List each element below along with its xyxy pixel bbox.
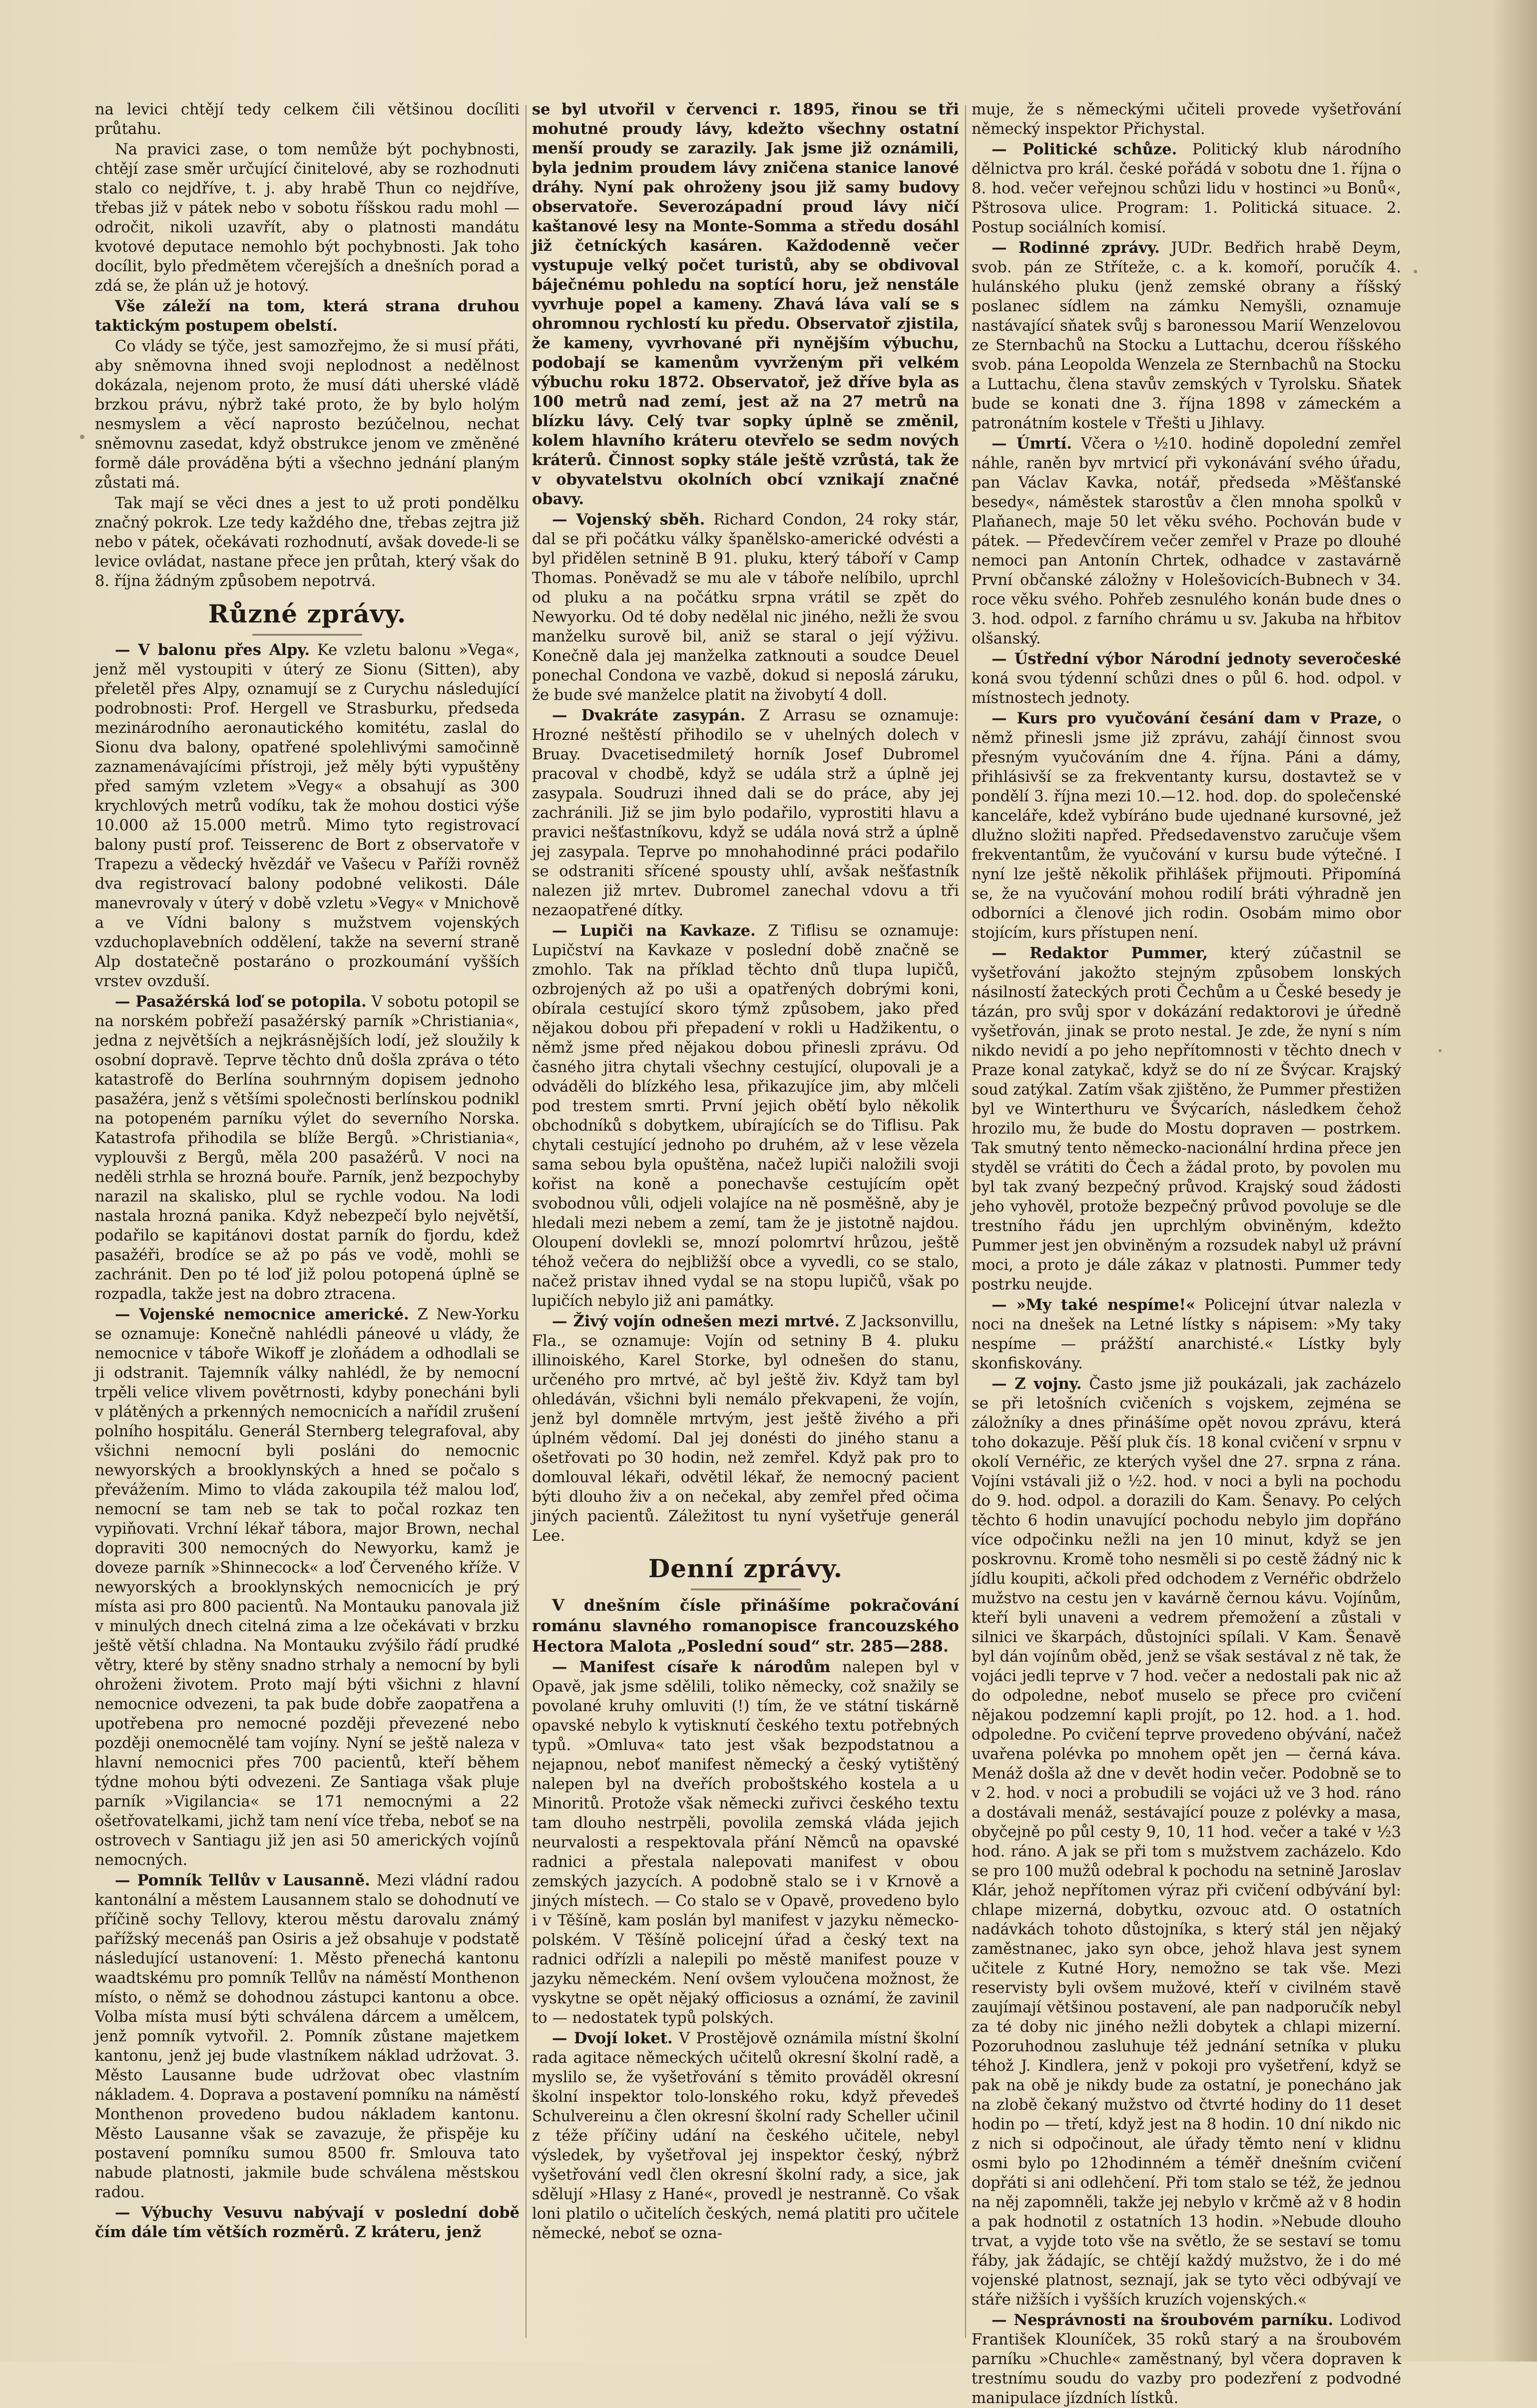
news-headline: Kurs pro vyučování česání dam v Praze, — [1017, 709, 1383, 727]
news-item: — Ústřední výbor Národní jednoty severočeské koná svou týdenní schůzi dnes o půl 6. hod. odpol. v místnostech jednoty. — [972, 650, 1401, 707]
paper-speck — [80, 435, 84, 439]
news-body: JUDr. Bedřich hrabě Deym, svob. pán ze Stříteže, c. a k. komoří, poručík 4. hulánského pluku (jenž zemské obrany a říšský poslanec sídlem na zámku Nemyšli, oznamuje nastávající sňatek svůj s baronessou Marií Wenzelovou ze Sternbachů na Stocku a Luttachu, dcerou říšského svob. pána Leopolda Wenzela ze Sternbachů na Stocku a Luttachu, člena stavův zemských v Tyrolsku. Sňatek bude se konati dne 3. října 1898 v zámeckém a patronátním kostele v Třešti u Jihlavy. — [972, 239, 1401, 432]
paragraph: Vše záleží na tom, která strana druhou taktickým postupem obelstí. — [95, 297, 519, 335]
column-rule — [965, 105, 966, 2338]
news-body: Včera o ½10. hodině dopolední zemřel náhle, raněn byv mrtvicí při vykonávání svého úřadu, pan Václav Kavka, notář, předseda »Měšťanské besedy«, náměstek starostův a člen mnoha spolků v Plaňanech, maje 50 let věku svého. Pochován bude v pátek. — Předevčírem večer zemřel v Praze po dlouhé nemoci pan Antonín Chrtek, odhadce v zastavárně První občanské záložny v Holešovicích-Bubnech v 34. roce věku svého. Pohřeb zesnulého konán bude dnes o 3. hod. odpol. z farního chrámu u sv. Jakuba na hřbitov olšanský. — [972, 435, 1401, 647]
paragraph: muje, že s německými učiteli provede vyšetřování německý inspektor Přichystal. — [972, 101, 1401, 138]
news-body: V Prostějově oznámila místní školní rada agitace německých učitelů okresní školní radě, a myslilo se, že vyšetřování s těmito prováděl okresní školní inspektor tolo-lonského roku, když převedeš Schulvereinu a člen okresní školní rady Scheller učinil z téže příčiny udání na českého učitele, nebyl výsledek, by vyšetřoval jej inspektor český, nýbrž vyšetřování vedl člen okresní školní rady, a sice, jak sdělují »Hlasy z Hané«, provedl je nestranně. Co však loni platilo o učitelích českých, nemá platiti pro učitele německé, neboť se ozna- — [532, 2030, 959, 2242]
news-item: — Dvojí loket. V Prostějově oznámila místní školní rada agitace německých učitelů okresní školní radě, a myslilo se, že vyšetřování s těmito prováděl okresní školní inspektor tolo-lonského roku, když převedeš Schulvereinu a člen okresní školní rady Scheller učinil z téže příčiny udání na českého učitele, nebyl výsledek, by vyšetřoval jej inspektor český, nýbrž vyšetřování vedl člen okresní školní rady, a sice, jak sdělují »Hlasy z Hané«, provedl je nestranně. Co však loni platilo o učitelích českých, nemá platiti pro učitele německé, neboť se ozna- — [532, 2029, 959, 2242]
paragraph: Tak mají se věci dnes a jest to už proti pondělku značný pokrok. Lze tedy každého dne, třebas zejtra již nebo v pátek, očekávati rozhodnutí, avšak dovede-li se levice ovládat, nastane přece jen průtah, který však do 8. října žádným způsobem nepotrvá. — [95, 495, 519, 590]
news-body: Mezi vládní radou kantonální a městem Lausannem stalo se dohodnutí ve příčině sochy Tellovy, kterou městu darovalu známý pařížský mecenáš pan Osiris a jež obsahuje v podstatě následující ustanovení: 1. Město přenechá kantonu waadtskému pro pomník Tellův na náměstí Monthenon místo, o němž se dohodnou zástupci kantonu a obce. Volba místa musí býti schválena dárcem a umělcem, jenž pomník vytvořil. 2. Pomník zůstane majetkem kantonu, jenž jej bude vlastníkem náklad udržovat. 3. Město Lausanne bude udržovat obec vlastním nákladem. 4. Doprava a postavení pomníku na náměstí Monthenon provedeno budou nákladem kantonu. Město Lausanne však se zavazuje, že přispěje ku postavení pomníku sumou 8500 fr. Smlouva tato nabude platnosti, jakmile bude schválena městskou radou. — [95, 1872, 519, 2201]
news-item: — Vojenské nemocnice americké. Z New-Yorku se oznamuje: Konečně nahlédli páneové u vlády, že nemocnice v táboře Wikoff je zloňádem a odhodlali se ji odstranit. Tajemník války nahlédl, že by nemocní trpěli velice vlivem povětrnosti, kdyby ponecháni byli v plátěných a prkenných nemocnicích a nařídil zrušení polního hospitálu. Generál Sternberg telegrafoval, aby všichni nemocní byli posláni do nemocnic newyorských a brooklynských a hned se počalo s převážením. Mimo to vláda zakoupila též malou loď, nemocní se tam neb se tak to počal rozkaz ten vypiňovati. Vrchní lékař tábora, major Brown, nechal dopraviti 300 nemocných do Newyorku, kamž je doveze parník »Shinnecock« a loď Červeného kříže. V newyorských a brooklynských nemocnicích je prý místa asi pro 800 pacientů. Na Montauku panovala již v minulých dnech citelná zima a lze očekávati v brzku ještě větší chladna. Na Montauku zvýšilo řádí prudké větry, které by stěny snadno strhaly a nemocní by byli ohroženi životem. Proto mají býti všichni z hlavní nemocnice odvezeni, ta pak bude dobře zaopatřena a upotřebena pro nemocné později převezené nebo později onemocnělé tam vojíny. Nyní se ještě naleza v hlavní nemocnici přes 700 pacientů, kteří během týdne mohou býti odvezeni. Ze Santiaga však pluje parník »Vigilancia« se 171 nemocnými a 22 ošetřovatelkami, jichž tam není více třeba, neboť se na ostrovech v Santiagu již jen asi 50 amerických vojínů nemocných. — [95, 1305, 519, 1869]
section-divider — [252, 634, 362, 635]
news-headline: »My také nespíme!« — [1016, 1296, 1196, 1314]
news-item: — Lupiči na Kavkaze. Z Tiflisu se oznamuje: Lupičství na Kavkaze v poslední době značně se zmohlo. Tak na příklad těchto dnů tlupa lupičů, ozbrojených až po uši a opatřených dobrými koni, obírala cestující skoro týmž způsobem, jako před nějakou dobou při přepadení v rokli u Hadžikentu, o němž jsme před nějakou dobou přinesli zprávu. Od časného jitra chytali všechny cestující, olupovali je a odváděli do blízkého lesa, přikazujíce jim, aby mlčeli pod trestem smrti. První jejich obětí bylo několik obchodníků s dobytkem, ubírajících se do Tiflisu. Pak chytali cestující jednoho po druhém, až v lese vězela sama sebou byla opuštěna, načež lupiči naložili svoji kořist na koně a ponechavše cestujícím opět svobodnou vůli, odjeli volajíce na ně posměšně, aby je hledali mezi nebem a zemí, tam že je jistotně najdou. Oloupení dovlekli se, mnozí polomrtví hrůzou, ještě téhož večera do nejbližší obce a vyvedli, co se stalo, načež pristav ihned vydal se na stopu lupičů, však po lupičích nebylo již ani památky. — [532, 922, 960, 1310]
paper-speck — [1439, 1049, 1442, 1052]
column-right — [972, 100, 1402, 2407]
news-item: — Pomník Tellův v Lausanně. Mezi vládní radou kantonální a městem Lausannem stalo se dohodnutí ve příčině sochy Tellovy, kterou městu darovalu známý pařížský mecenáš pan Osiris a jež obsahuje v podstatě následující ustanovení: 1. Město přenechá kantonu waadtskému pro pomník Tellův na náměstí Monthenon místo, o němž se dohodnou zástupci kantonu a obce. Volba místa musí býti schválena dárcem a umělcem, jenž pomník vytvořil. 2. Pomník zůstane majetkem kantonu, jenž jej bude vlastníkem náklad udržovat. 3. Město Lausanne bude udržovat obec vlastním nákladem. 4. Doprava a postavení pomníku na náměstí Monthenon provedeno budou nákladem kantonu. Město Lausanne však se zavazuje, že přispěje ku postavení pomníku sumou 8500 fr. Smlouva tato nabude platnosti, jakmile bude schválena městskou radou. — [95, 1871, 519, 2201]
news-headline: Živý vojín odnešen mezi mrtvé. — [573, 1312, 840, 1330]
news-body: o němž přinesli jsme již zprávu, zahájí činnost svou přesným vyučováním dne 4. října. Páni a dámy, přihlásivší se za frekventanty kursu, dostavtež se v pondělí 3. října mezi 10.—12. hod. dop. do společenské kanceláře, kdež vybíráno bude ujednané kursovné, jež dlužno složiti napřed. Předsedavenstvo zaručuje všem frekventantům, že vyučování v kursu bude výtečné. I nyní lze ještě několik přihlášek přijmouti. Připomíná se, že na vyučování mohou rodilí bráti výhradně jen odborníci a členové jich rodin. Osobám mimo obor stojícím, kurs přístupen není. — [972, 710, 1401, 942]
news-item: — Redaktor Pummer, který zúčastnil se vyšetřování jakožto stejným způsobem lonských násilností žateckých proti Čechům a u České besedy je tázán, pro svůj spor v dokázání redaktorovi je úředně vyšetřován, jinak se proto nestal. Je zde, že nyní s ním nikdo nevidí a po jeho nepřítomnosti v těchto dnech v Praze konal zatykač, když se do ní ze Švýcar. Krajský soud zatýkal. Zatím však zjištěno, že Pummer přestižen byl ve Winterthuru ve Švýcarích, následkem čehož hrozilo mu, že bude do Mostu dopraven — postrkem. Tak smutný tento německo-nacionální hrdina přece jen styděl se vrátiti do Čech a žádal proto, by povolen mu byl tak zvaný bezpečný průvod. Krajský soud žádosti jeho vyhověl, protože bezpečný průvod povoluje se dle trestního řádu jen uprchlým obviněným, kdežto Pummer jest jen obviněným a rozsudek nabyl už právní moci, a proto je dále zákaz v platnosti. Pummer tedy postrku neujde. — [972, 944, 1401, 1293]
column-middle — [532, 100, 959, 2338]
news-headline: Politické schůze. — [1022, 140, 1177, 158]
news-body: V sobotu potopil se na norském pobřeží pasažérský parník »Christiania«, jedna z největších a nejkrásnějších lodí, jež sloužily k osobní dopravě. Teprve těchto dnů došla zpráva o této katastrofě do Berlína souhrnným dopisem jednoho pasažéra, jenž s většími společnosti berlínskou podnikl na potopeném parníku výlet do severního Norska. Katastrofa přihodila se blíže Bergů. »Christiania«, vyplouvši z Bergů, měla 200 pasažérů. V noci na neděli strhla se hrozná bouře. Parník, jenž bezpochyby narazil na skalisko, plul se rychle vodou. Na lodi nastala hrozná panika. Když nebezpečí bylo největší, podařilo se kapitánovi dostat parník do fjordu, kdež pasažéři, brodíce se až po pás ve vodě, mohli se zachránit. Den po té loď již polou potopená úplně se rozpadla, takže jest na dobro ztracena. — [95, 993, 519, 1303]
news-body: Z Tiflisu se oznamuje: Lupičství na Kavkaze v poslední době značně se zmohlo. Tak na příklad těchto dnů tlupa lupičů, ozbrojených až po uši a opatřených dobrými koni, obírala cestující skoro týmž způsobem, jako před nějakou dobou při přepadení v rokli u Hadžikentu, o němž jsme před nějakou dobou přinesli zprávu. Od časného jitra chytali všechny cestující, olupovali je a odváděli do blízkého lesa, přikazujíce jim, aby mlčeli pod trestem smrti. První jejich obětí bylo několik obchodníků s dobytkem, ubírajících se do Tiflisu. Pak chytali cestující jednoho po druhém, až v lese vězela sama sebou byla opuštěna, načež lupiči naložili svoji kořist na koně a ponechavše cestujícím opět svobodnou vůli, odjeli volajíce na ně posměšně, aby je hledali mezi nebem a zemí, tam že je jistotně najdou. Oloupení dovlekli se, mnozí polomrtví hrůzou, ještě téhož večera do nejbližší obce a vyvedli, co se stalo, načež pristav ihned vydal se na stopu lupičů, však po lupičích nebylo již ani památky. — [532, 922, 960, 1310]
news-headline: Dvojí loket. — [573, 2029, 673, 2047]
news-body: koná svou týdenní schůzi dnes o půl 6. hod. odpol. v místnostech jednoty. — [972, 670, 1401, 707]
paragraph: Na pravici zase, o tom nemůže být pochybnosti, chtějí zase směr určující činitelové, aby se rozhodnuti stalo co nejdříve, t. j. aby hrabě Thun co nejdříve, třebas již v pátek nebo v sobotu říšskou radu mohl — odročit, nikoli uzavřít, aby o platnosti mandátu kvotové deputace nemohlo být pochybnosti. Jak toho docílit, bylo předmětem včerejších a dnešních porad a zdá se, že plán už je hotový. — [95, 141, 519, 295]
news-item: — Vojenský sběh. Richard Condon, 24 roky stár, dal se při počátku války španělsko-americké odvésti a byl přidělen setnině B 91. pluku, který táboří v Camp Thomas. Poněvadž se mu ale v táboře nelíbilo, uprchl od pluku a na počátku srpna vrátil se zpět do Newyorku. Od té doby nedělal nic jiného, nežli že svou manželku surově bil, aniž se staral o její výživu. Konečně dala jej manželka zatknouti a soudce Deuel ponechal Condona ve vazbě, dokud si neposlá záruku, že bude své manželce platit na živobytí 4 doll. — [532, 511, 959, 704]
news-headline: Nesprávnosti na šroubovém parníku. — [1014, 2311, 1334, 2329]
news-item: — Výbuchy Vesuvu nabývají v poslední době čím dále tím větších rozměrů. Z kráteru, jenž — [95, 2204, 519, 2241]
news-headline: Manifest císaře k národům — [579, 1658, 831, 1676]
section-title-ruzne-zpravy: Různé zprávy. — [208, 599, 407, 628]
news-headline: Lupiči na Kavkaze. — [579, 922, 756, 940]
news-headline: Vojenské nemocnice americké. — [139, 1305, 409, 1323]
news-item: — Živý vojín odnešen mezi mrtvé. Z Jacksonvillu, Fla., se oznamuje: Vojín od setniny B 4. pluku illinoiského, Karel Storke, byl odnešen do stanu, určeného pro mrtvé, ač byl ještě živ. Když tam byl ohledáván, všichni byli nemálo překvapeni, že vojín, jenž byl domněle mrtvým, jest ještě živého a při úplném vědomí. Dal jej donésti do jiného stanu a ošetřovati po 30 hodin, než zemřel. Když pak pro to domlouval lékaři, odvětil lékař, že nemocný pacient býti dlouho živ a on nečekal, aby zemřel před očima jiných pacientů. Záležitost tu nyní vyšetřuje generál Lee. — [532, 1312, 959, 1545]
news-headline: Úmrtí. — [1016, 435, 1072, 453]
section-title-denni-zpravy: Denní zprávy. — [648, 1554, 843, 1583]
news-headline: Pomník Tellův v Lausanně. — [137, 1871, 370, 1889]
paragraph: se byl utvořil v červenci r. 1895, řinou se tři mohutné proudy lávy, kdežto všechny ostatní menší proudy se zarazily. Jak jsme již oznámili, byla jednim proudem lávy zničena stanice lanové dráhy. Nyní pak ohroženy jsou již samy budovy observatoře. Severozápadní proud lávy ničí kaštanové lesy na Monte-Somma a středu dosáhl již četníckých kasáren. Každodenně večer vystupuje velký počet turistů, aby se obdivoval báječnému pohledu na soptící horu, jež nenstále vyvrhuje popel a kameny. Zhavá láva valí se s ohromnou rychlostí ku předu. Observatoř zjistila, že kameny, vyvrhované při nynějším výbuchu, podobají se kamenům vyvrženým při velkém výbuchu roku 1872. Observatoř, jež dříve byla as 100 metrů nad zemí, jest až na 27 metrů na blízku lávy. Celý tvar sopky úplně se změnil, kolem hlavního kráteru otevřelo se sedm nových kráterů. Činnost sopky stále ještě vzrůstá, tak že v obyvatelstvu okolních obcí vznikají značné obavy. — [532, 100, 959, 508]
news-headline: Pasažérská loď se potopila. — [135, 993, 367, 1011]
news-headline: Ústřední výbor Národní jednoty severočeské — [1014, 650, 1401, 668]
news-item: — Rodinné zprávy. JUDr. Bedřich hrabě Deym, svob. pán ze Stříteže, c. a k. komoří, poručík 4. hulánského pluku (jenž zemské obrany a říšský poslanec sídlem na zámku Nemyšli, oznamuje nastávající sňatek svůj s baronessou Marií Wenzelovou ze Sternbachů na Stocku a Luttachu, dcerou říšského svob. pána Leopolda Wenzela ze Sternbachů na Stocku a Luttachu, člena stavův zemských v Tyrolsku. Sňatek bude se konati dne 3. října 1898 v zámeckém a patronátním kostele v Třešti u Jihlavy. — [972, 239, 1401, 432]
news-item: — Manifest císaře k národům nalepen byl v Opavě, jak jsme sdělili, tolikо německy, což snažily se povolané kruhy omluviti (!) tím, že ve státní tiskárně opavské nebylo k vytisknutí českého textu potřebných typů. »Omluva« tato jest však bezpodstatnou a nejapnou, neboť manifest německý a český vytištěný nalepen byl na dveřích proboštského kostela a u Minoritů. Protože však německi zuřivci českého textu tam dlouho nestrpěli, povolila zemská vláda jejich neurvalosti a respektovala přání Němců na opavské radnici a přestala nalepovati manifest v obou zemských jazycích. A podobně stalo se i v Krnově a jiných místech. — Co stalo se v Opavě, provedeno bylo i v Těšíně, kam poslán byl manifest v jazyku německo-polském. V Těšíně policejní úřad a český text na radnici odřízli a nalepili po městě manifest pouze v jazyku německém. Není ovšem vyloučena možnost, že vyskytne se opět nějaký officiosus a oznámí, že zavinil to — nedostatek typů polských. — [532, 1658, 960, 2027]
news-body: Z Arrasu se oznamuje: Hrozné neštěstí přihodilo se v uhelných dolech v Bruay. Dvacetisedmiletý horník Josef Dubromel pracoval v chodbě, když se udála strž a úplně jej zasypala. Soudruzi ihned dali se do práce, aby jej zachránili. Již se jim bylo podařilo, vyprostiti hlavu a pravici nešťastníkovu, když se udála nová strž a úplně jej zasypala. Teprve po mnohahodinné práci podařilo se odstraniti sřícené spousty uhlí, avšak nešťastník nalezen již mrtev. Dubromel zanechal vdovu a tři nezaopatřené dítky. — [532, 707, 959, 919]
news-headline: Z vojny. — [1015, 1375, 1082, 1393]
news-body: Politický klub národního dělnictva pro král. české pořádá v sobotu dne 1. října o 8. hod. večer veřejnou schůzi lidu v hostinci »u Bonů«, Pštrosova ulice. Program: 1. Politická situace. 2. Postup sociálních komisí. — [972, 141, 1401, 236]
novel-notice: V dnešním čísle přinášíme pokračování románu slavného romanopisce francouzského Hectora Malota „Poslední soud“ str. 285—288. — [532, 1596, 959, 1656]
news-headline: Vojenský sběh. — [576, 511, 705, 529]
news-body: nabývají v poslední době čím dále tím větších rozměrů. Z kráteru, jenž — [95, 2204, 519, 2241]
news-body: nalepen byl v Opavě, jak jsme sdělili, tolikо německy, což snažily se povolané kruhy omluviti (!) tím, že ve státní tiskárně opavské nebylo k vytisknutí českého textu potřebných typů. »Omluva« tato jest však bezpodstatnou a nejapnou, neboť manifest německý a český vytištěný nalepen byl na dveřích proboštského kostela a u Minoritů. Protože však německi zuřivci českého textu tam dlouho nestrpěli, povolila zemská vláda jejich neurvalosti a respektovala přání Němců na opavské radnici a přestala nalepovati manifest v obou zemských jazycích. A podobně stalo se i v Krnově a jiných místech. — Co stalo se v Opavě, provedeno bylo i v Těšíně, kam poslán byl manifest v jazyku německo-polském. V Těšíně policejní úřad a český text na radnici odřízli a nalepili po městě manifest pouze v jazyku německém. Není ovšem vyloučena možnost, že vyskytne se opět nějaký officiosus a oznámí, že zavinil to — nedostatek typů polských. — [532, 1659, 960, 2027]
column-left — [95, 100, 519, 2338]
news-item: — Politické schůze. Politický klub národního dělnictva pro král. české pořádá v sobotu dne 1. října o 8. hod. večer veřejnou schůzi lidu v hostinci »u Bonů«, Pštrosova ulice. Program: 1. Politická situace. 2. Postup sociálních komisí. — [972, 140, 1401, 236]
section-divider — [691, 1589, 801, 1590]
news-body: Richard Condon, 24 roky stár, dal se při počátku války španělsko-americké odvésti a byl přidělen setnině B 91. pluku, který táboří v Camp Thomas. Poněvadž se mu ale v táboře nelíbilo, uprchl od pluku a na počátku srpna vrátil se zpět do Newyorku. Od té doby nedělal nic jiného, nežli že svou manželku surově bil, aniž se staral o její výživu. Konečně dala jej manželka zatknouti a soudce Deuel ponechal Condona ve vazbě, dokud si neposlá záruku, že bude své manželce platit na živobytí 4 doll. — [532, 511, 959, 704]
paragraph: Co vlády se týče, jest samozřejmo, že si musí přáti, aby sněmovna ihned svoji neplodnost a nedělnost dokázala, nejenom proto, že musí dáti uherské vládě brzkou právu, nýbrž také proto, že by bylo holým nesmyslem a věcí naprosto bezúčelnou, nechat sněmovnu zasedat, když obstrukce jenom ve změněné formě dále prováděna býti a všechno jednání planým zůstati má. — [95, 338, 519, 492]
news-headline: Redaktor Pummer, — [1029, 944, 1208, 962]
news-body: Lodivod František Klouníček, 35 roků starý a na šroubovém parníku »Chuchle« zaměstnaný, byl včera dopraven k trestnímu soudu do vazby pro podezření z podvodné manipulace jízdních lístků. — [972, 2312, 1402, 2407]
column-rule — [525, 105, 526, 2338]
news-body: Ke vzletu balonu »Vega«, jenž měl vystoupiti v úterý ze Sionu (Sitten), aby přeletěl přes Alpy, oznamují se z Curychu následující podrobnosti: Prof. Hergell ve Strasburku, předseda mezinárodního aeronautického komitétu, zaslal do Sionu dva balony, opatřené spolehlivými samočinně zaznamenávajícími přístroji, jež měly býti vypuštěny před samým vzletem »Vegy« a obsahují as 300 krychlových metrů vodíku, tak že mohou dostici výše 10.000 až 15.000 metrů. Mimo tyto registrovací balony pustí prof. Teisserenc de Bort z observatoře v Trapezu a vědecký hvězdář ve Vašecu v Paříži rovněž dva registrovací balony podobné velikosti. Dále manevrovaly v úterý v době vzletu »Vegy« v Mnichově a ve Vídni balony s mužstvem vojenských vzduchoplavebních oddělení, takže na severní straně Alp dostatečně postaráno o prozkoumání vyšších vrstev ovzduší. — [95, 641, 519, 990]
news-body: který zúčastnil se vyšetřování jakožto stejným způsobem lonských násilností žateckých proti Čechům a u České besedy je tázán, pro svůj spor v dokázání redaktorovi je úředně vyšetřován, jinak se proto nestal. Je zde, že nyní s ním nikdo nevidí a po jeho nepřítomnosti v těchto dnech v Praze konal zatykač, když se do ní ze Švýcar. Krajský soud zatýkal. Zatím však zjištěno, že Pummer přestižen byl ve Winterthuru ve Švýcarích, následkem čehož hrozilo mu, že bude do Mostu dopraven — postrkem. Tak smutný tento německo-nacionální hrdina přece jen styděl se vrátiti do Čech a žádal proto, by povolen mu byl tak zvaný bezpečný průvod. Krajský soud žádosti jeho vyhověl, protože bezpečný průvod povoluje se dle trestního řádu jen uprchlým obviněným, kdežto Pummer jest jen obviněným a rozsudek nabyl už právní moci, a proto je dále zákaz v platnosti. Pummer tedy postrku neujde. — [972, 945, 1401, 1293]
news-headline: Výbuchy Vesuvu — [141, 2204, 283, 2222]
news-headline: Rodinné zprávy. — [1019, 239, 1160, 257]
news-item: — Nesprávnosti na šroubovém parníku. Lodivod František Klouníček, 35 roků starý a na šroubovém parníku »Chuchle« zaměstnaný, byl včera dopraven k trestnímu soudu do vazby pro podezření z podvodné manipulace jízdních lístků. — [972, 2311, 1402, 2407]
news-item: — Úmrtí. Včera o ½10. hodině dopolední zemřel náhle, raněn byv mrtvicí při vykonávání svého úřadu, pan Václav Kavka, notář, předseda »Měšťanské besedy«, náměstek starostův a člen mnoha spolků v Plaňanech, maje 50 let věku svého. Pochován bude v pátek. — Předevčírem večer zemřel v Praze po dlouhé nemoci pan Antonín Chrtek, odhadce v zastavárně První občanské záložny v Holešovicích-Bubnech v 34. roce věku svého. Pohřeb zesnulého konán bude dnes o 3. hod. odpol. z farního chrámu u sv. Jakuba na hřbitov olšanský. — [972, 435, 1401, 647]
news-body: Z New-Yorku se oznamuje: Konečně nahlédli páneové u vlády, že nemocnice v táboře Wikoff je zloňádem a odhodlali se ji odstranit. Tajemník války nahlédl, že by nemocní trpěli velice vlivem povětrnosti, kdyby ponecháni byli v plátěných a prkenných nemocnicích a nařídil zrušení polního hospitálu. Generál Sternberg telegrafoval, aby všichni nemocní byli posláni do nemocnic newyorských a brooklynských a hned se počalo s převážením. Mimo to vláda zakoupila též malou loď, nemocní se tam neb se tak to počal rozkaz ten vypiňovati. Vrchní lékař tábora, major Brown, nechal dopraviti 300 nemocných do Newyorku, kamž je doveze parník »Shinnecock« a loď Červeného kříže. V newyorských a brooklynských nemocnicích je prý místa asi pro 800 pacientů. Na Montauku panovala již v minulých dnech citelná zima a lze očekávati v brzku ještě větší chladna. Na Montauku zvýšilo řádí prudké větry, které by stěny snadno strhaly a nemocní by byli ohroženi životem. Proto mají býti všichni z hlavní nemocnice odvezeni, ta pak bude dobře zaopatřena a upotřebena pro nemocné později převezené nebo později onemocnělé tam vojíny. Nyní se ještě naleza v hlavní nemocnici přes 700 pacientů, kteří během týdne mohou býti odvezeni. Ze Santiaga však pluje parník »Vigilancia« se 171 nemocnými a 22 ošetřovatelkami, jichž tam není více třeba, neboť se na ostrovech v Santiagu již jen asi 50 amerických vojínů nemocných. — [95, 1306, 519, 1869]
news-item: — Kurs pro vyučování česání dam v Praze, o němž přinesli jsme již zprávu, zahájí činnost svou přesným vyučováním dne 4. října. Páni a dámy, přihlásivší se za frekventanty kursu, dostavtež se v pondělí 3. října mezi 10.—12. hod. dop. do společenské kanceláře, kdež vybíráno bude ujednané kursovné, jež dlužno složiti napřed. Předsedavenstvo zaručuje všem frekventantům, že vyučování v kursu bude výtečné. I nyní lze ještě několik přihlášek přijmouti. Připomíná se, že na vyučování mohou rodilí bráti výhradně jen odborníci a členové jich rodin. Osobám mimo obor stojícím, kurs přístupen není. — [972, 709, 1401, 942]
news-item: — »My také nespíme!« Policejní útvar nalezla v noci na dnešek na Letné lístky s nápisem: »My taky nespíme — prážští anarchisté.« Lístky byly skonfiskovány. — [972, 1296, 1401, 1372]
news-item: — Pasažérská loď se potopila. V sobotu potopil se na norském pobřeží pasažérský parník »Christiania«, jedna z největších a nejkrásnějších lodí, jež sloužily k osobní dopravě. Teprve těchto dnů došla zpráva o této katastrofě do Berlína souhrnným dopisem jednoho pasažéra, jenž s většími společnosti berlínskou podnikl na potopeném parníku výlet do severního Norska. Katastrofa přihodila se blíže Bergů. »Christiania«, vyplouvši z Bergů, měla 200 pasažérů. V noci na neděli strhla se hrozná bouře. Parník, jenž bezpochyby narazil na skalisko, plul se rychle vodou. Na lodi nastala hrozná panika. Když nebezpečí bylo největší, podařilo se kapitánovi dostat parník do fjordu, kdež pasažéři, brodíce se až po pás ve vodě, mohli se zachránit. Den po té loď již polou potopená úplně se rozpadla, takže jest na dobro ztracena. — [95, 993, 519, 1303]
news-item: — V balonu přes Alpy. Ke vzletu balonu »Vega«, jenž měl vystoupiti v úterý ze Sionu (Sitten), aby přeletěl přes Alpy, oznamují se z Curychu následující podrobnosti: Prof. Hergell ve Strasburku, předseda mezinárodního aeronautického komitétu, zaslal do Sionu dva balony, opatřené spolehlivými samočinně zaznamenávajícími přístroji, jež měly býti vypuštěny před samým vzletem »Vegy« a obsahují as 300 krychlových metrů vodíku, tak že mohou dostici výše 10.000 až 15.000 metrů. Mimo tyto registrovací balony pustí prof. Teisserenc de Bort z observatoře v Trapezu a vědecký hvězdář ve Vašecu v Paříži rovněž dva registrovací balony podobné velikosti. Dále manevrovaly v úterý v době vzletu »Vegy« v Mnichově a ve Vídni balony s mužstvem vojenských vzduchoplavebních oddělení, takže na severní straně Alp dostatečně postaráno o prozkoumání vyšších vrstev ovzduší. — [95, 641, 519, 990]
paper-speck — [1414, 270, 1417, 273]
news-headline: Dvakráte zasypán. — [581, 706, 746, 724]
paragraph: na levici chtějí tedy celkem čili většinou docíliti průtahu. — [95, 101, 519, 138]
news-item: — Dvakráte zasypán. Z Arrasu se oznamuje: Hrozné neštěstí přihodilo se v uhelných dolech v Bruay. Dvacetisedmiletý horník Josef Dubromel pracoval v chodbě, když se udála strž a úplně jej zasypala. Soudruzi ihned dali se do práce, aby jej zachránili. Již se jim bylo podařilo, vyprostiti hlavu a pravici nešťastníkovu, když se udála nová strž a úplně jej zasypala. Teprve po mnohahodinné práci podařilo se odstraniti sřícené spousty uhlí, avšak nešťastník nalezen již mrtev. Dubromel zanechal vdovu a tři nezaopatřené dítky. — [532, 706, 959, 919]
news-headline: V balonu přes Alpy. — [138, 641, 310, 659]
news-body: Policejní útvar nalezla v noci na dnešek na Letné lístky s nápisem: »My taky nespíme — prážští anarchisté.« Lístky byly skonfiskovány. — [972, 1296, 1401, 1372]
news-body: Často jsme již poukázali, jak zacházelo se při letošních cvičeních s vojskem, zejména se záložníky a dnes přinášíme opět novou zprávu, která toho dokazuje. Pěší pluk čís. 18 konal cvičení v srpnu v okolí Vernéřic, ze kterých vyšel dne 27. srpna z rána. Vojíni vstávali již o ½2. hod. v noci a byli na pochodu do 9. hod. odpol. a dorazili do Kam. Šenavy. Po celých těchto 6 hodin unavující pochodu nebylo jim dopřáno více odpočinku nežli na jen 10 minut, když se jen poskrovnu. Kromě toho nesměli si po cestě žádný nic k jídlu koupiti, ačkoli před odchodem z Vernéřic obdrželo mužstvo na cestu jen v kavárně černou kávu. Vojínům, kteří byli unaveni a vedrem přemožení a zůstali v silnici ve škarpách, důstojníci spílali. V Kam. Šenavě byl dán vojínům oběd, jenž se však sestával z ně tak, že vojáci jedli teprve v 7 hod. večer a nedostali pak nic až do odpoledne, neboť muselo se přece pro cvičení nějakou podzemní kapli projít, po 12. hod. a 1. hod. odpoledne. Po cvičení teprve provedeno obývání, načež uvařena polévka po mnohem opět jen — černá káva. Menáž došla až dne v devět hodin večer. Podobně se to v 2. hod. v noci a probudili se vojáci už ve 3 hod. ráno a dostávali menáž, sestávající pouze z polévky a masa, obyčejně po půl cesty 9, 10, 11 hod. večer a také v ½3 hod. ráno. A jak se při tom s mužstvem zacházelo. Kdo se pro 100 mužů odebral k pochodu na setnině Jaroslav Klár, jehož nepřítomen výraz při cvičení odbývání byl: chlape mizerná, dobytku, ozvouc atd. O ostatních nadávkách tohoto důstojníka, s který stál jen nějaký zaměstnanec, jako syn obce, jehož hlava jest synem učitele z Kutné Hory, nemožno se tak vše. Mezi reservisty byli ovšem mužové, kteří v civilném stavě zaujímají většinou postavení, ale pan nadporučík nebyl za té doby nic jiného nežli dobytek a chlapi mizerní. Pozoruhodnou zasluhuje též jednání setníka v pluku téhož J. Kindlera, jenž v pokoji pro vyšetření, když se pak na obě je nikdy bude za ostatní, je ponecháno jak na zlobě čekaný mužstvo od čtvrté hodiny do 11 deset hodin po — třetí, když jest na 8 hodin. 10 dní nikdo nic z nich si odpočinout, ale úřady těmto není v klidnu osmi bylo po 12hodinném a téměř dnešním cvičení dopřáti si ani odlehčení. Při tom stalo se též, že jednou na něj zapomněli, takže jej nebylo v krčmě až v 8 hodin a pak hodnotil z ostatních 13 hodin. »Nebude dlouho trvat, a vyjde toto vše na světlo, že se sestaví se tomu řáby, jak žádajíc, se chtějí každý mužstvo, že i do mé vojenské platnost, seznají, jak se tyto věci odbývají ve stáře nižších i vyšších kruzích vojenských.« — [972, 1375, 1401, 2309]
news-body: Z Jacksonvillu, Fla., se oznamuje: Vojín od setniny B 4. pluku illinoiského, Karel Storke, byl odnešen do stanu, určeného pro mrtvé, ač byl ještě živ. Když tam byl ohledáván, všichni byli nemálo překvapeni, že vojín, jenž byl domněle mrtvým, jest ještě živého a při úplném vědomí. Dal jej donésti do jiného stanu a ošetřovati po 30 hodin, než zemřel. Když pak pro to domlouval lékaři, odvětil lékař, že nemocný pacient býti dlouho živ a on nečekal, aby zemřel před očima jiných pacientů. Záležitost tu nyní vyšetřuje generál Lee. — [532, 1313, 959, 1545]
news-item: — Z vojny. Často jsme již poukázali, jak zacházelo se při letošních cvičeních s vojskem, zejména se záložníky a dnes přinášíme opět novou zprávu, která toho dokazuje. Pěší pluk čís. 18 konal cvičení v srpnu v okolí Vernéřic, ze kterých vyšel dne 27. srpna z rána. Vojíni vstávali již o ½2. hod. v noci a byli na pochodu do 9. hod. odpol. a dorazili do Kam. Šenavy. Po celých těchto 6 hodin unavující pochodu nebylo jim dopřáno více odpočinku nežli na jen 10 minut, když se jen poskrovnu. Kromě toho nesměli si po cestě žádný nic k jídlu koupiti, ačkoli před odchodem z Vernéřic obdrželo mužstvo na cestu jen v kavárně černou kávu. Vojínům, kteří byli unaveni a vedrem přemožení a zůstali v silnici ve škarpách, důstojníci spílali. V Kam. Šenavě byl dán vojínům oběd, jenž se však sestával z ně tak, že vojáci jedli teprve v 7 hod. večer a nedostali pak nic až do odpoledne, neboť muselo se přece pro cvičení nějakou podzemní kapli projít, po 12. hod. a 1. hod. odpoledne. Po cvičení teprve provedeno obývání, načež uvařena polévka po mnohem opět jen — černá káva. Menáž došla až dne v devět hodin večer. Podobně se to v 2. hod. v noci a probudili se vojáci už ve 3 hod. ráno a dostávali menáž, sestávající pouze z polévky a masa, obyčejně po půl cesty 9, 10, 11 hod. večer a také v ½3 hod. ráno. A jak se při tom s mužstvem zacházelo. Kdo se pro 100 mužů odebral k pochodu na setnině Jaroslav Klár, jehož nepřítomen výraz při cvičení odbývání byl: chlape mizerná, dobytku, ozvouc atd. O ostatních nadávkách tohoto důstojníka, s který stál jen nějaký zaměstnanec, jako syn obce, jehož hlava jest synem učitele z Kutné Hory, nemožno se tak vše. Mezi reservisty byli ovšem mužové, kteří v civilném stavě zaujímají většinou postavení, ale pan nadporučík nebyl za té doby nic jiného nežli dobytek a chlapi mizerní. Pozoruhodnou zasluhuje též jednání setníka v pluku téhož J. Kindlera, jenž v pokoji pro vyšetření, když se pak na obě je nikdy bude za ostatní, je ponecháno jak na zlobě čekaný mužstvo od čtvrté hodiny do 11 deset hodin po — třetí, když jest na 8 hodin. 10 dní nikdo nic z nich si odpočinout, ale úřady těmto není v klidnu osmi bylo po 12hodinném a téměř dnešním cvičení dopřáti si ani odlehčení. Při tom stalo se též, že jednou na něj zapomněli, takže jej nebylo v krčmě až v 8 hodin a pak hodnotil z ostatních 13 hodin. »Nebude dlouho trvat, a vyjde toto vše na světlo, že se sestaví se tomu řáby, jak žádajíc, se chtějí každý mužstvo, že i do mé vojenské platnost, seznají, jak se tyto věci odbývají ve stáře nižších i vyšších kruzích vojenských.« — [972, 1375, 1401, 2309]
